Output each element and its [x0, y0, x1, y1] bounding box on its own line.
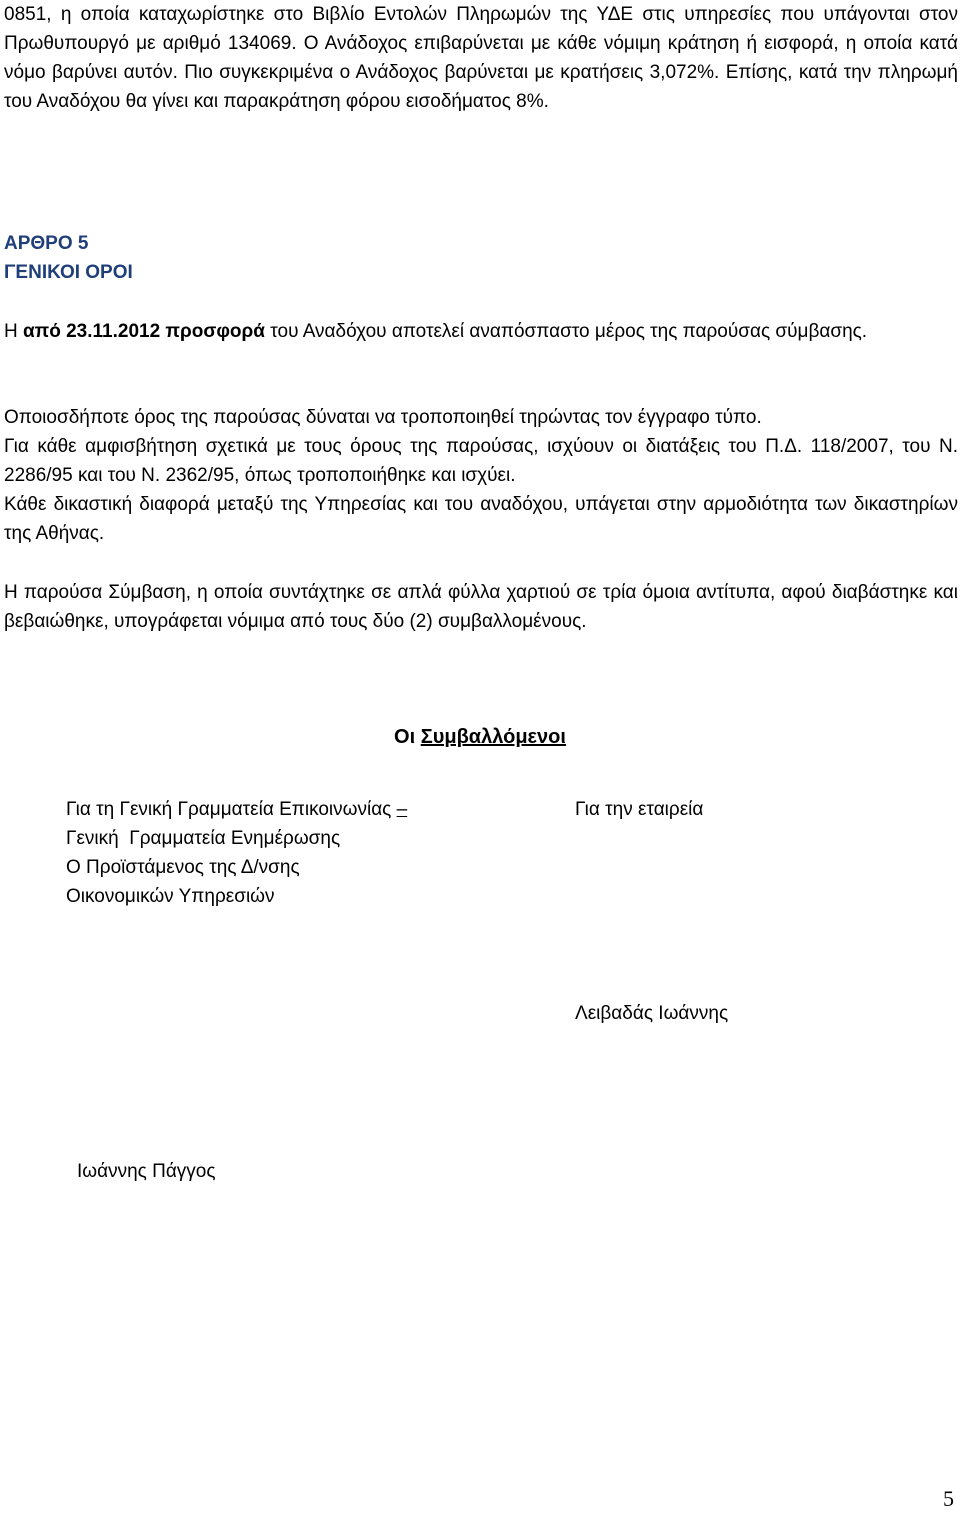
ministry-line-2: Γενική Γραμματεία Ενημέρωσης	[66, 828, 341, 849]
signatories-heading	[0, 722, 960, 752]
ministry-line-4: Οικονομικών Υπηρεσιών	[66, 886, 275, 907]
signatories-heading-underlined: Συμβαλλόμενοι	[420, 726, 566, 748]
disputes-law-paragraph: Για κάθε αμφισβήτηση σχετικά με τους όρους της παρούσας, ισχύουν οι διατάξεις του Π.Δ. 118/2007, του Ν. 2286/95 και του Ν. 2362/95, όπως τροποποιήθηκε και ισχύει.	[4, 436, 958, 486]
offer-paragraph	[4, 317, 958, 346]
company-signature-label: Για την εταιρεία	[575, 799, 704, 820]
ministry-line-1	[66, 795, 407, 824]
closing-paragraph: Η παρούσα Σύμβαση, η οποία συντάχτηκε σε απλά φύλλα χαρτιού σε τρία όμοια αντίτυπα, αφού διαβάστηκε και βεβαιώθηκε, υπογράφεται νόμιμα από τους δύο (2) συμβαλλομένους.	[4, 582, 958, 632]
ministry-signer-name: Ιωάννης Πάγγος	[77, 1161, 216, 1182]
amendment-paragraph: Οποιοσδήποτε όρος της παρούσας δύναται να τροποποιηθεί τηρώντας τον έγγραφο τύπο.	[4, 407, 762, 428]
offer-prefix: Η	[4, 321, 23, 342]
ministry-line-3: Ο Προϊστάμενος της Δ/νσης	[66, 857, 300, 878]
article-number-heading: ΑΡΘΡΟ 5	[4, 233, 89, 254]
ministry-line-1-text: Για τη Γενική Γραμματεία Επικοινωνίας	[66, 799, 397, 820]
signatories-heading-prefix: Οι	[394, 726, 421, 748]
offer-rest: του Αναδόχου αποτελεί αναπόσπαστο μέρος της παρούσας σύμβασης.	[264, 321, 868, 342]
ministry-line-1-dash: –	[396, 799, 408, 820]
page-number: 5	[943, 1486, 954, 1511]
payment-clause-paragraph: 0851, η οποία καταχωρίστηκε στο Βιβλίο Εντολών Πληρωμών της ΥΔΕ στις υπηρεσίες που υπάγονται στον Πρωθυπουργό με αριθμό 134069. Ο Ανάδοχος επιβαρύνεται με κάθε νόμιμη κράτηση ή εισφορά, η οποία κατά νόμο βαρύνει αυτόν. Πιο συγκεκριμένα ο Ανάδοχος βαρύνεται με κρατήσεις 3,072%. Επίσης, κατά την πληρωμή του Αναδόχου θα γίνει και παρακράτηση φόρου εισοδήματος 8%.	[4, 4, 958, 112]
jurisdiction-paragraph: Κάθε δικαστική διαφορά μεταξύ της Υπηρεσίας και του αναδόχου, υπάγεται στην αρμοδιότητα των δικαστηρίων της Αθήνας.	[4, 494, 958, 544]
ministry-signature-block	[66, 795, 407, 911]
company-signer-name: Λειβαδάς Ιωάννης	[575, 1003, 729, 1024]
article-title-heading: ΓΕΝΙΚΟΙ ΟΡΟΙ	[4, 262, 133, 283]
offer-date-bold: από 23.11.2012 προσφορά	[23, 321, 265, 342]
